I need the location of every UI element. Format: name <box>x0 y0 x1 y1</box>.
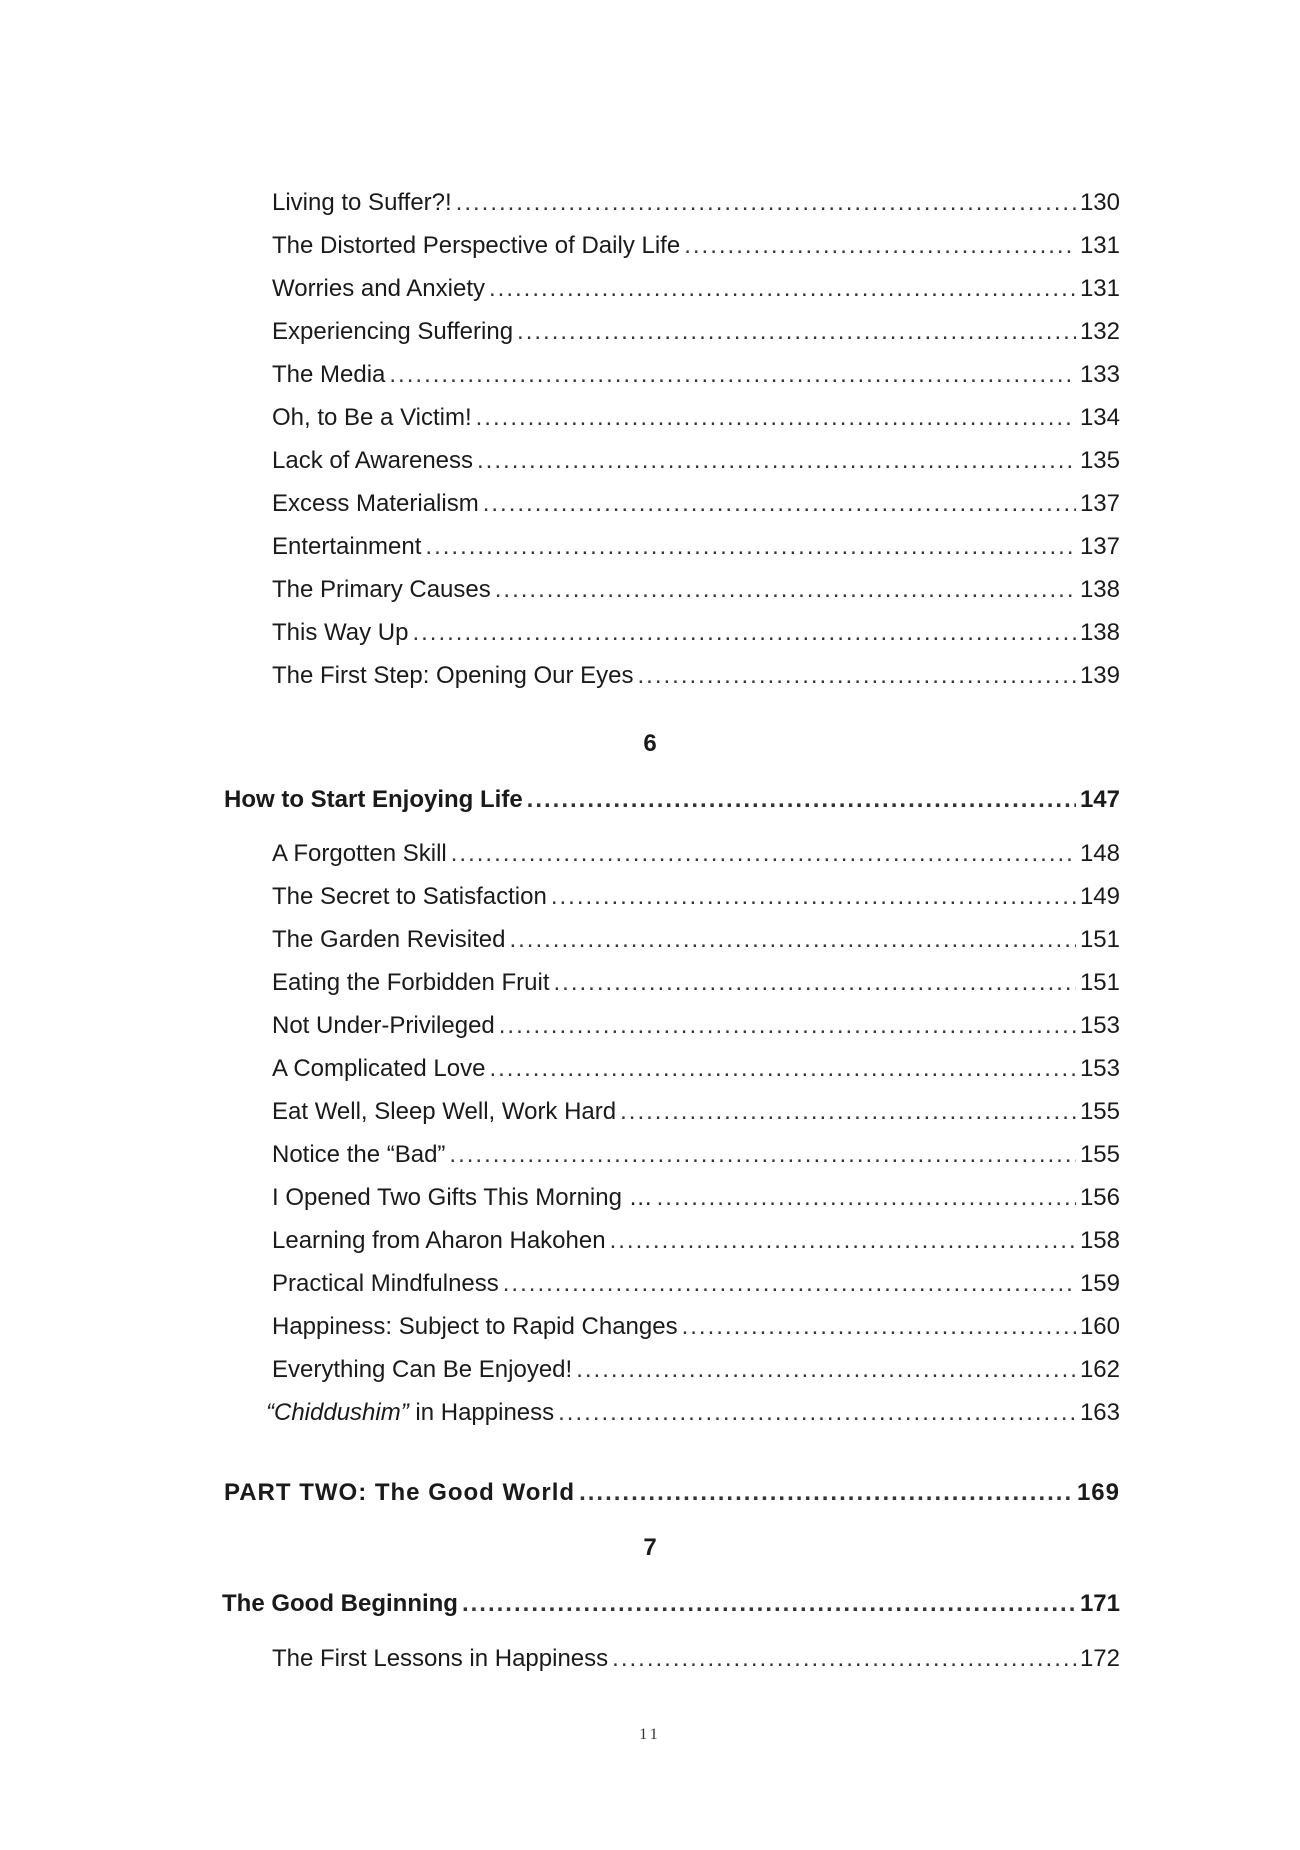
toc-entry-title-italic: “Chiddushim” <box>266 1399 409 1426</box>
dot-leader <box>551 882 1076 912</box>
toc-entry-page: 130 <box>1079 189 1120 216</box>
toc-entry[interactable] <box>272 274 1120 304</box>
toc-entry-page: 159 <box>1079 1270 1120 1297</box>
toc-entry-page: 133 <box>1079 361 1120 388</box>
chapter-heading[interactable] <box>224 785 1120 815</box>
toc-entry-page: 162 <box>1079 1356 1120 1383</box>
toc-entry[interactable] <box>272 317 1120 347</box>
toc-entry-title: Everything Can Be Enjoyed! <box>272 1356 573 1383</box>
toc-entry-page: 153 <box>1079 1055 1120 1082</box>
toc-entry-page: 132 <box>1079 318 1120 345</box>
part-title: PART TWO: The Good World <box>224 1479 576 1506</box>
toc-entry-page: 155 <box>1079 1141 1120 1168</box>
toc-entry-page: 151 <box>1079 926 1120 953</box>
toc-entry-page: 155 <box>1079 1098 1120 1125</box>
toc-entry[interactable] <box>272 968 1120 998</box>
toc-entry-page: 138 <box>1079 619 1120 646</box>
toc-entry-title: The Primary Causes <box>272 576 491 603</box>
dot-leader <box>449 1140 1076 1170</box>
toc-entry-page: 156 <box>1079 1184 1120 1211</box>
chapter-number: 7 <box>643 1534 657 1561</box>
toc-entry[interactable] <box>272 532 1120 562</box>
part-heading[interactable] <box>224 1478 1120 1508</box>
dot-leader <box>476 403 1076 433</box>
dot-leader <box>412 618 1075 648</box>
toc-entry[interactable] <box>272 1140 1120 1170</box>
dot-leader <box>554 968 1076 998</box>
toc-entry-title: Learning from Aharon Hakohen <box>272 1227 606 1254</box>
toc-entry-title: Oh, to Be a Victim! <box>272 404 472 431</box>
toc-entry[interactable] <box>272 1355 1120 1385</box>
toc-entry[interactable] <box>272 882 1120 912</box>
dot-leader <box>610 1226 1076 1256</box>
toc-entry-title: Worries and Anxiety <box>272 275 485 302</box>
toc-entry-page: 158 <box>1079 1227 1120 1254</box>
toc-entry-page: 151 <box>1079 969 1120 996</box>
toc-entry-page: 134 <box>1079 404 1120 431</box>
toc-entry-page: 160 <box>1079 1313 1120 1340</box>
toc-entry-page: 131 <box>1079 232 1120 259</box>
dot-leader <box>558 1398 1076 1428</box>
toc-entry-title: Lack of Awareness <box>272 447 474 474</box>
toc-entry-title: Eating the Forbidden Fruit <box>272 969 550 996</box>
toc-entry-title: A Complicated Love <box>272 1055 486 1082</box>
toc-entry-title: A Forgotten Skill <box>272 840 447 867</box>
toc-entry[interactable] <box>272 1226 1120 1256</box>
toc-entry[interactable] <box>272 188 1120 218</box>
toc-entry[interactable] <box>272 360 1120 390</box>
chapter-number: 6 <box>643 730 657 757</box>
toc-entry-page: 153 <box>1079 1012 1120 1039</box>
toc-entry-page: 172 <box>1079 1645 1120 1672</box>
toc-entry[interactable] <box>272 1054 1120 1084</box>
toc-entry[interactable] <box>272 925 1120 955</box>
chapter-page: 171 <box>1079 1590 1120 1617</box>
toc-entry-page: 137 <box>1079 533 1120 560</box>
dot-leader <box>527 785 1076 815</box>
dot-leader <box>425 532 1076 562</box>
toc-entry-title: Happiness: Subject to Rapid Changes <box>272 1313 678 1340</box>
page-number: 11 <box>639 1726 661 1743</box>
toc-entry-title: The Garden Revisited <box>272 926 506 953</box>
toc-entry-page: 138 <box>1079 576 1120 603</box>
dot-leader <box>579 1478 1073 1508</box>
dot-leader <box>499 1011 1076 1041</box>
toc-entry-page: 135 <box>1079 447 1120 474</box>
toc-entry-title: Eat Well, Sleep Well, Work Hard <box>272 1098 617 1125</box>
toc-entry-title: The First Lessons in Happiness <box>272 1645 609 1672</box>
toc-entry[interactable] <box>272 575 1120 605</box>
toc-entry-page: 137 <box>1079 490 1120 517</box>
chapter-heading[interactable] <box>222 1589 1120 1619</box>
toc-entry-title: Not Under-Privileged <box>272 1012 495 1039</box>
chapter-title: How to Start Enjoying Life <box>224 786 523 813</box>
dot-leader <box>657 1183 1076 1213</box>
dot-leader <box>682 1312 1076 1342</box>
toc-entry-title: Experiencing Suffering <box>272 318 514 345</box>
toc-entry-title: Notice the “Bad” <box>272 1141 446 1168</box>
toc-entry-page: 131 <box>1079 275 1120 302</box>
toc-entry-title: The Media <box>272 361 386 388</box>
toc-entry[interactable] <box>266 1398 1120 1428</box>
chapter-page: 147 <box>1079 786 1120 813</box>
toc-entry-title: I Opened Two Gifts This Morning … <box>272 1184 653 1211</box>
dot-leader <box>389 360 1076 390</box>
toc-entry-page: 139 <box>1079 662 1120 689</box>
toc-entry-title: Entertainment <box>272 533 422 560</box>
toc-entry-title: This Way Up <box>272 619 409 646</box>
dot-leader <box>483 489 1076 519</box>
toc-entry[interactable] <box>272 231 1120 261</box>
toc-entry-title: Practical Mindfulness <box>272 1270 499 1297</box>
toc-entry[interactable] <box>272 1011 1120 1041</box>
toc-entry-title: Excess Materialism <box>272 490 479 517</box>
dot-leader <box>503 1269 1076 1299</box>
toc-entry-page: 149 <box>1079 883 1120 910</box>
dot-leader <box>489 274 1076 304</box>
dot-leader <box>477 446 1076 476</box>
dot-leader <box>638 661 1076 691</box>
dot-leader <box>517 317 1076 347</box>
toc-entry-page: 148 <box>1079 840 1120 867</box>
dot-leader <box>456 188 1076 218</box>
dot-leader <box>451 839 1076 869</box>
toc-entry-title: The First Step: Opening Our Eyes <box>272 662 634 689</box>
chapter-title: The Good Beginning <box>222 1590 458 1617</box>
dot-leader <box>612 1644 1076 1674</box>
toc-entry[interactable] <box>272 446 1120 476</box>
toc-entry-title: The Distorted Perspective of Daily Life <box>272 232 681 259</box>
dot-leader <box>576 1355 1076 1385</box>
dot-leader <box>462 1589 1076 1619</box>
toc-entry[interactable] <box>272 1183 1120 1213</box>
toc-entry-title <box>266 1398 554 1428</box>
toc-entry-title-rest: in Happiness <box>408 1399 555 1426</box>
toc-entry-page: 163 <box>1079 1399 1120 1426</box>
toc-entry[interactable] <box>272 1269 1120 1299</box>
toc-entry[interactable] <box>272 1097 1120 1127</box>
toc-entry[interactable] <box>272 403 1120 433</box>
toc-entry[interactable] <box>272 489 1120 519</box>
toc-entry[interactable] <box>272 661 1120 691</box>
toc-entry-title: The Secret to Satisfaction <box>272 883 547 910</box>
toc-entry[interactable] <box>272 1644 1120 1674</box>
dot-leader <box>620 1097 1076 1127</box>
part-page: 169 <box>1076 1479 1120 1506</box>
toc-entry[interactable] <box>272 618 1120 648</box>
dot-leader <box>684 231 1076 261</box>
dot-leader <box>509 925 1076 955</box>
dot-leader <box>495 575 1076 605</box>
dot-leader <box>489 1054 1075 1084</box>
toc-entry[interactable] <box>272 1312 1120 1342</box>
toc-entry-title: Living to Suffer?! <box>272 189 452 216</box>
toc-entry[interactable] <box>272 839 1120 869</box>
